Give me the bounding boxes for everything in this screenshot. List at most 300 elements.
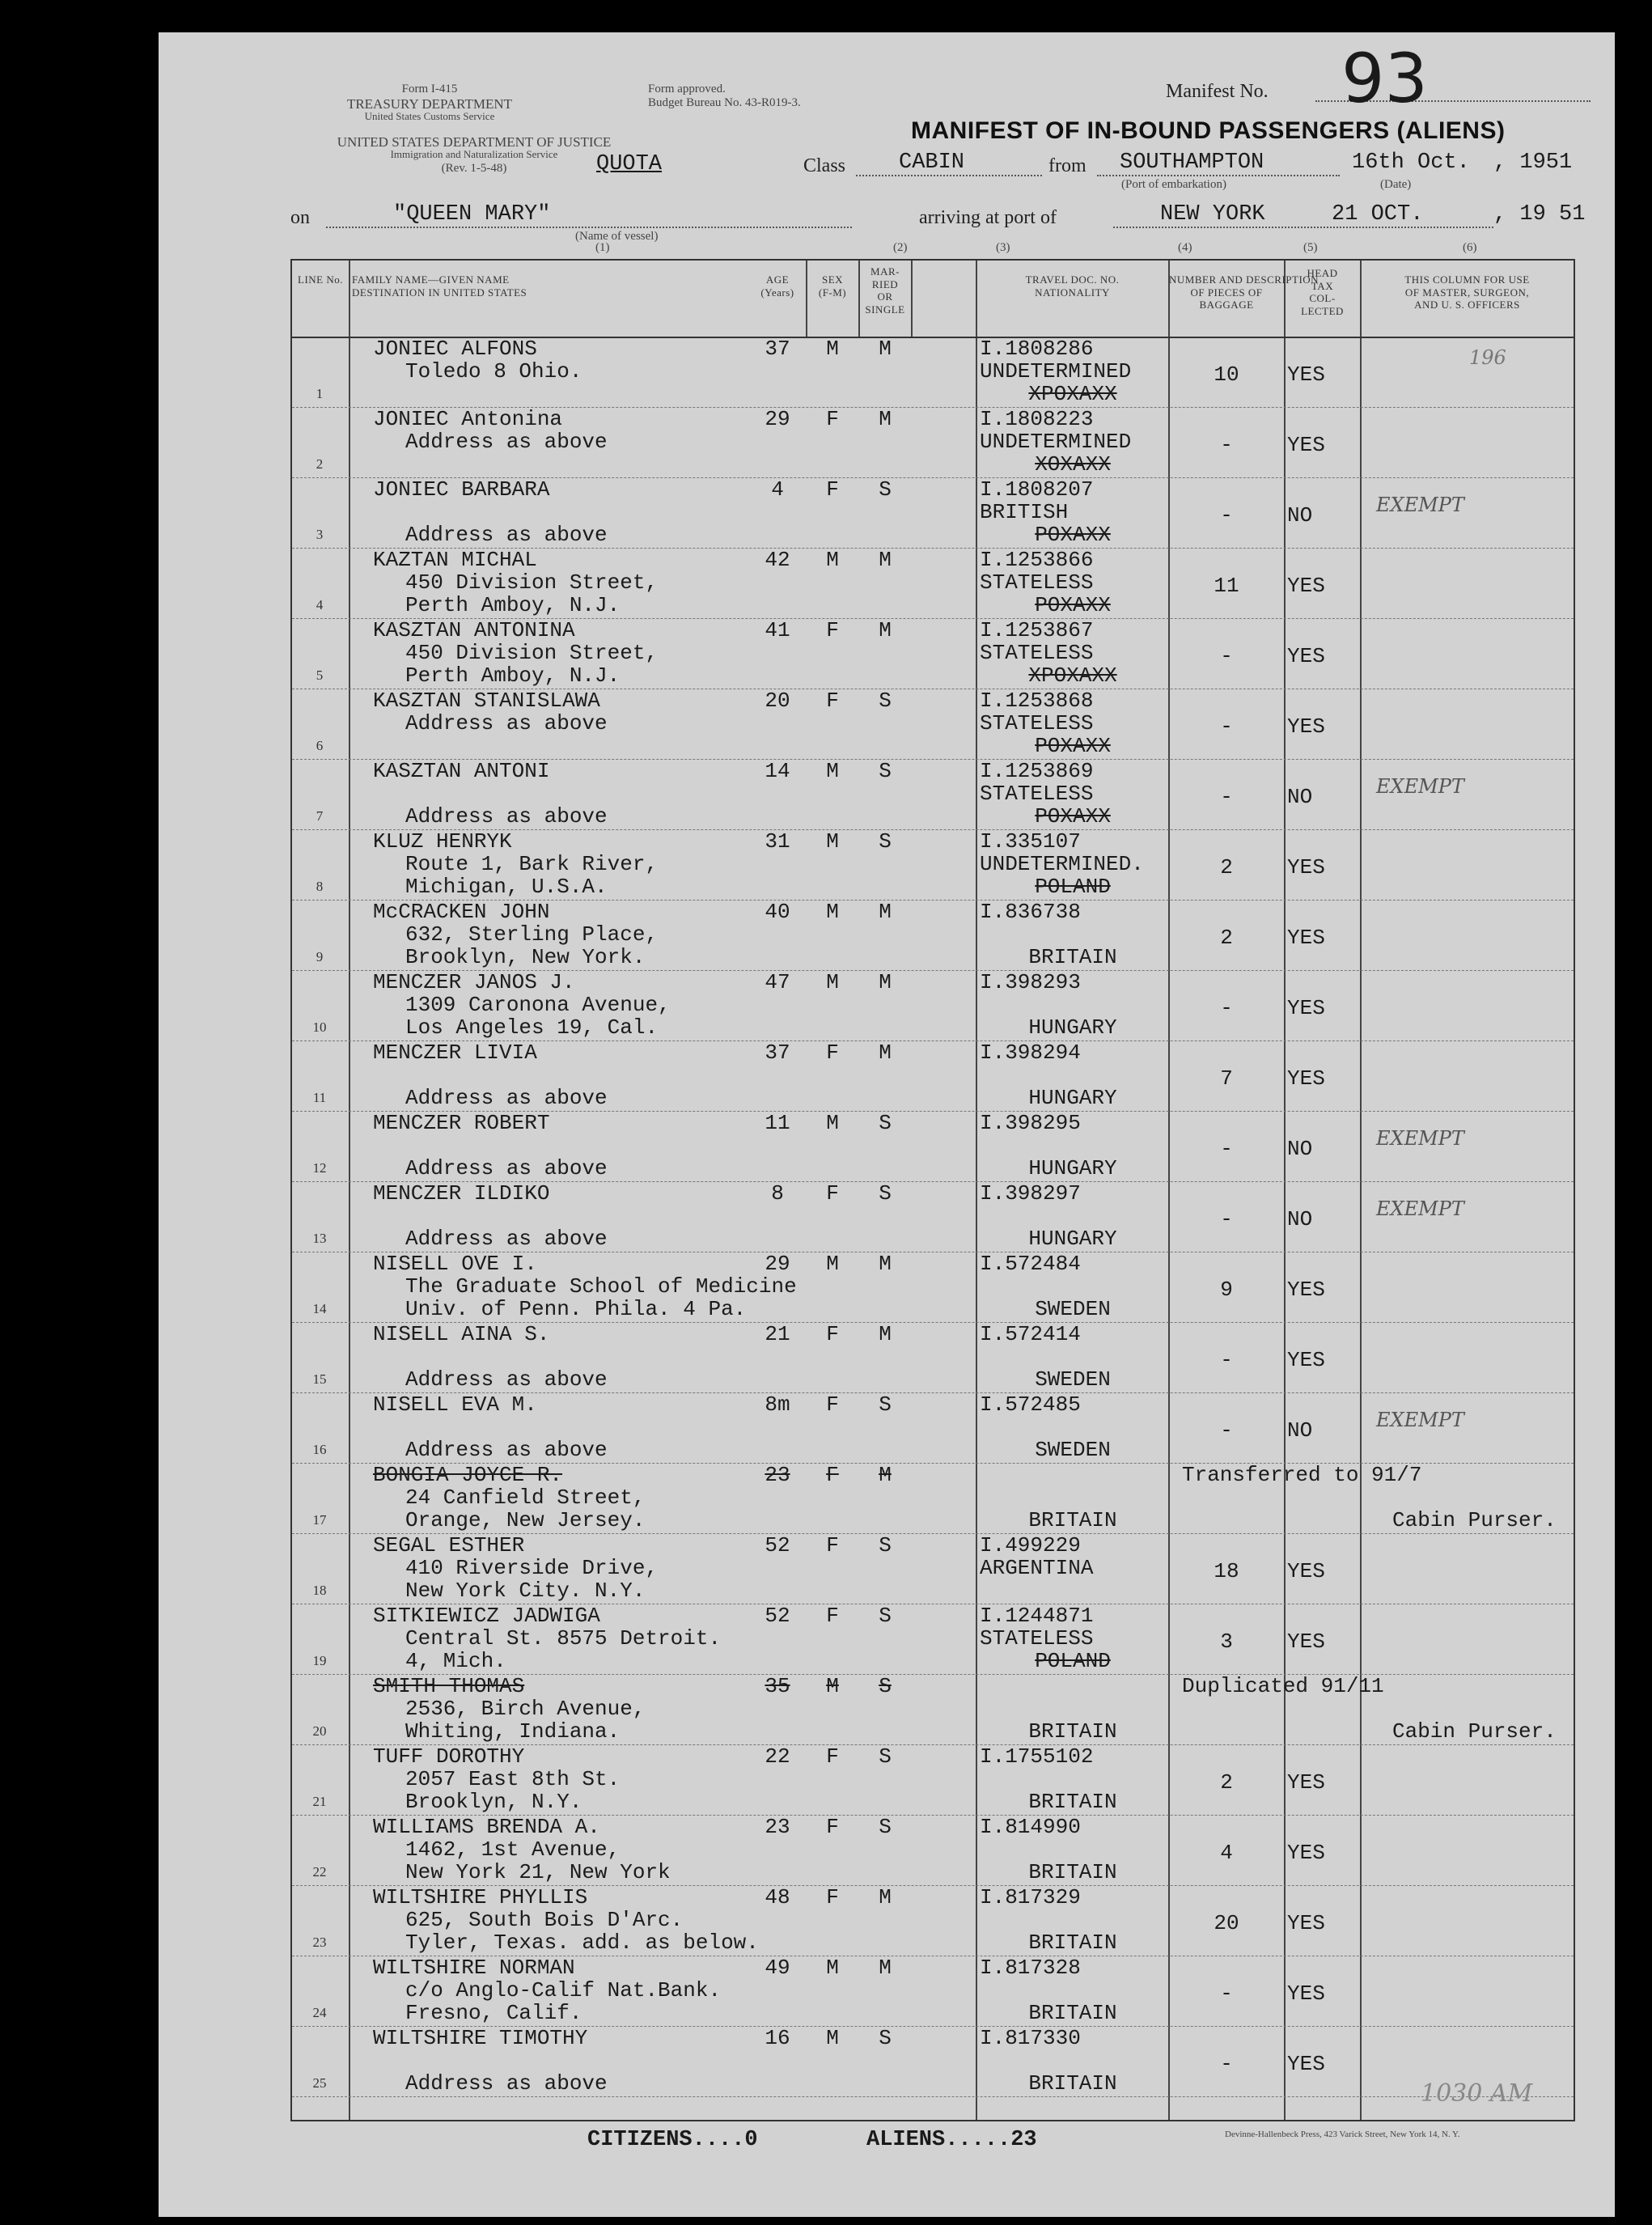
officer-note: EXEMPT	[1376, 494, 1464, 516]
travel-doc-number: I.335107	[980, 829, 1081, 854]
destination-line1: Route 1, Bark River,	[405, 852, 659, 876]
destination-line1: 1309 Caronona Avenue,	[405, 993, 671, 1017]
passenger-name: NISELL OVE I.	[373, 1252, 537, 1276]
destination-line1: Address as above	[405, 430, 608, 454]
marital-status: S	[879, 1604, 892, 1628]
destination-line2: Tyler, Texas. add. as below.	[405, 1930, 759, 1955]
col-number: (4)	[1178, 241, 1192, 254]
aliens-count: ALIENS.....23	[866, 2128, 1037, 2152]
nationality: UNDETERMINED.	[980, 852, 1144, 876]
table-row	[292, 1956, 1574, 2027]
header-line: LINE No.	[298, 273, 343, 286]
line-number: 17	[312, 1512, 327, 1528]
nationality-original: XPOXAXX	[1028, 382, 1117, 406]
passenger-name: KAZTAN MICHAL	[373, 548, 537, 572]
line-number: 21	[312, 1794, 327, 1809]
head-tax: YES	[1287, 362, 1325, 387]
table-row	[292, 477, 1574, 549]
travel-doc-number: I.817328	[980, 1956, 1081, 1980]
line-number: 23	[312, 1935, 327, 1950]
nationality: STATELESS	[980, 782, 1094, 806]
header-married: MAR- RIED OR SINGLE	[865, 265, 905, 316]
baggage-count: 20	[1214, 1911, 1239, 1935]
class-value: CABIN	[899, 150, 965, 175]
table-row	[292, 829, 1574, 901]
baggage-count: 7	[1220, 1066, 1233, 1091]
destination-line2: Univ. of Penn. Phila. 4 Pa.	[405, 1297, 747, 1321]
sex: F	[826, 1181, 839, 1206]
table-row	[292, 337, 1574, 408]
head-tax: NO	[1287, 1137, 1313, 1161]
destination-line1: 410 Riverside Drive,	[405, 1556, 659, 1580]
passenger-name: MENCZER JANOS J.	[373, 970, 575, 994]
sex: F	[826, 477, 839, 502]
marital-status: M	[879, 1463, 892, 1487]
manifest-no-label: Manifest No.	[1166, 81, 1269, 102]
sex: F	[826, 1885, 839, 1909]
head-tax: YES	[1287, 1066, 1325, 1091]
nationality-original: BRITAIN	[1028, 1508, 1117, 1532]
travel-doc-number: I.817329	[980, 1885, 1081, 1909]
baggage-count: 18	[1214, 1559, 1239, 1583]
head-tax: YES	[1287, 2052, 1325, 2076]
nationality-original: POLAND	[1035, 875, 1111, 899]
table-row	[292, 1252, 1574, 1323]
baggage-count: -	[1220, 1137, 1233, 1161]
age: 22	[765, 1744, 790, 1769]
nationality-original: BRITAIN	[1028, 1860, 1117, 1884]
punch-hole	[49, 1367, 97, 1416]
age: 42	[765, 548, 790, 572]
nationality: UNDETERMINED	[980, 359, 1132, 384]
destination-line1: 2536, Birch Avenue,	[405, 1697, 646, 1721]
sex: M	[826, 548, 839, 572]
passenger-name: WILLIAMS BRENDA A.	[373, 1815, 600, 1839]
header-officers: THIS COLUMN FOR USE OF MASTER, SURGEON, AND U. S. OFFICERS	[1404, 273, 1530, 312]
age: 8	[771, 1181, 784, 1206]
col-number: (3)	[996, 241, 1010, 254]
header-travel-doc: TRAVEL DOC. NO. NATIONALITY	[1025, 273, 1120, 299]
destination-line1: 632, Sterling Place,	[405, 922, 659, 947]
baggage-count: -	[1220, 2052, 1233, 2076]
marital-status: S	[879, 1392, 892, 1417]
sex: M	[826, 1956, 839, 1980]
passenger-name: NISELL AINA S.	[373, 1322, 550, 1346]
table-row	[292, 548, 1574, 619]
line-number: 6	[316, 738, 324, 753]
sex: M	[826, 970, 839, 994]
customs-service: United States Customs Service	[364, 110, 495, 122]
destination-line2: Perth Amboy, N.J.	[405, 593, 621, 617]
nationality-original: BRITAIN	[1028, 1930, 1117, 1955]
passenger-name: MENCZER ILDIKO	[373, 1181, 550, 1206]
age: 41	[765, 618, 790, 642]
citizens-count: CITIZENS....0	[587, 2128, 758, 2152]
passenger-name: KLUZ HENRYK	[373, 829, 512, 854]
baggage-count: -	[1220, 785, 1233, 809]
passenger-name: TUFF DOROTHY	[373, 1744, 525, 1769]
destination-line2: 4, Mich.	[405, 1649, 506, 1673]
baggage-count: 2	[1220, 926, 1233, 950]
nationality-original: HUNGARY	[1028, 1227, 1117, 1251]
destination-line2: Address as above	[405, 2071, 608, 2096]
table-row	[292, 689, 1574, 760]
destination-line2: Brooklyn, New York.	[405, 945, 646, 969]
travel-doc-number: I.836738	[980, 900, 1081, 924]
destination-line2: New York 21, New York	[405, 1860, 671, 1884]
head-tax: YES	[1287, 1630, 1325, 1654]
baggage-count: 3	[1220, 1630, 1233, 1654]
table-row	[292, 970, 1574, 1041]
destination-line1: The Graduate School of Medicine	[405, 1274, 797, 1299]
sex: F	[826, 1744, 839, 1769]
nationality-original: SWEDEN	[1035, 1367, 1111, 1392]
nationality-original: BRITAIN	[1028, 1790, 1117, 1814]
sex: F	[826, 618, 839, 642]
embark-date: 16th Oct.	[1352, 150, 1470, 175]
arriving-label: arriving at port of	[919, 207, 1057, 228]
table-row	[292, 1463, 1574, 1534]
nationality-original: POXAXX	[1035, 734, 1111, 758]
header-sex: SEX (F-M)	[818, 273, 847, 299]
age: 29	[765, 407, 790, 431]
age: 16	[765, 2026, 790, 2050]
head-tax: YES	[1287, 1559, 1325, 1583]
destination-line2: Orange, New Jersey.	[405, 1508, 646, 1532]
nationality: STATELESS	[980, 711, 1094, 735]
manifest-title: MANIFEST OF IN-BOUND PASSENGERS (ALIENS)	[911, 117, 1506, 144]
destination-line2: New York City. N.Y.	[405, 1579, 646, 1603]
nationality-original: POXAXX	[1035, 804, 1111, 829]
sex: M	[826, 2026, 839, 2050]
pencil-note: 196	[1469, 346, 1506, 369]
destination-line2: Los Angeles 19, Cal.	[405, 1015, 659, 1040]
head-tax: NO	[1287, 1418, 1313, 1443]
nationality-original: BRITAIN	[1028, 945, 1117, 969]
nationality-original: POXAXX	[1035, 523, 1111, 547]
age: 23	[765, 1815, 790, 1839]
age: 4	[771, 477, 784, 502]
manifest-page	[159, 32, 1615, 2217]
marital-status: M	[879, 548, 892, 572]
baggage-count: -	[1220, 1348, 1233, 1372]
travel-doc-number: I.1808223	[980, 407, 1094, 431]
line-number: 16	[312, 1442, 327, 1457]
line-number: 24	[312, 2005, 327, 2020]
header-head-tax: HEAD TAX COL- LECTED	[1301, 267, 1344, 317]
travel-doc-number: I.1808286	[980, 337, 1094, 361]
baggage-count: 11	[1214, 574, 1239, 598]
marital-status: S	[879, 477, 892, 502]
marital-status: S	[879, 689, 892, 713]
marital-status: S	[879, 1533, 892, 1558]
sex: M	[826, 1674, 839, 1698]
baggage-count: 4	[1220, 1841, 1233, 1865]
marital-status: S	[879, 2026, 892, 2050]
line-number: 12	[312, 1160, 327, 1176]
line-number: 11	[312, 1090, 327, 1105]
baggage-count: -	[1220, 1981, 1233, 2006]
passenger-table	[290, 259, 1575, 2121]
class-label: Class	[803, 155, 846, 176]
destination-line1: 625, South Bois D'Arc.	[405, 1908, 684, 1932]
destination-line2: Fresno, Calif.	[405, 2001, 582, 2025]
destination-line2: Address as above	[405, 1367, 608, 1392]
travel-doc-number: I.572484	[980, 1252, 1081, 1276]
head-tax: YES	[1287, 855, 1325, 879]
age: 23	[765, 1463, 790, 1487]
age: 20	[765, 689, 790, 713]
age: 47	[765, 970, 790, 994]
age: 40	[765, 900, 790, 924]
nationality: BRITISH	[980, 500, 1069, 524]
travel-doc-number: I.572485	[980, 1392, 1081, 1417]
age: 52	[765, 1604, 790, 1628]
marital-status: M	[879, 407, 892, 431]
baggage-count: -	[1220, 433, 1233, 457]
baggage-count: -	[1220, 503, 1233, 528]
line-number: 5	[316, 668, 324, 683]
nationality-original: HUNGARY	[1028, 1086, 1117, 1110]
marital-status: M	[879, 1885, 892, 1909]
table-row	[292, 1885, 1574, 1956]
arrival-year: , 19 51	[1493, 202, 1586, 227]
age: 8m	[765, 1392, 790, 1417]
line-number: 10	[312, 1019, 327, 1035]
punch-hole	[49, 348, 97, 396]
travel-doc-number: I.398293	[980, 970, 1081, 994]
destination-line1: 2057 East 8th St.	[405, 1767, 621, 1791]
officer-note: EXEMPT	[1376, 775, 1464, 798]
table-row	[292, 1744, 1574, 1816]
nationality: UNDETERMINED	[980, 430, 1132, 454]
table-row	[292, 1674, 1574, 1745]
punch-hole	[49, 1092, 97, 1141]
table-row	[292, 618, 1574, 689]
marital-status: M	[879, 337, 892, 361]
passenger-name: WILTSHIRE TIMOTHY	[373, 2026, 588, 2050]
purser-note: Cabin Purser.	[1392, 1508, 1557, 1532]
strike-note: Transferred to 91/7	[1182, 1463, 1422, 1487]
officer-note: EXEMPT	[1376, 1127, 1464, 1150]
line-number: 20	[312, 1723, 327, 1739]
table-row	[292, 1040, 1574, 1112]
sex: F	[826, 407, 839, 431]
sex: F	[826, 1815, 839, 1839]
table-row	[292, 1322, 1574, 1393]
printer-imprint: Devinne-Hallenbeck Press, 423 Varick Street, New York 14, N. Y.	[1225, 2130, 1460, 2139]
age: 31	[765, 829, 790, 854]
destination-line2: Address as above	[405, 804, 608, 829]
destination-line1: Toledo 8 Ohio.	[405, 359, 582, 384]
passenger-name: WILTSHIRE PHYLLIS	[373, 1885, 588, 1909]
nationality-original: XPOXAXX	[1028, 663, 1117, 688]
travel-doc-number: I.1253868	[980, 689, 1094, 713]
col-number: (2)	[893, 241, 908, 254]
marital-status: M	[879, 618, 892, 642]
table-header	[292, 261, 1574, 338]
nationality: STATELESS	[980, 570, 1094, 595]
head-tax: YES	[1287, 1981, 1325, 2006]
line-number: 7	[316, 808, 324, 824]
marital-status: S	[879, 759, 892, 783]
nationality-original: BRITAIN	[1028, 2071, 1117, 2096]
destination-line1: 1462, 1st Avenue,	[405, 1837, 621, 1862]
travel-doc-number: I.817330	[980, 2026, 1081, 2050]
table-row	[292, 900, 1574, 971]
treasury-dept: TREASURY DEPARTMENT	[346, 96, 513, 112]
table-row	[292, 407, 1574, 478]
from-label: from	[1048, 155, 1087, 176]
travel-doc-number: I.1253869	[980, 759, 1094, 783]
port-caption: (Port of embarkation)	[1121, 178, 1226, 191]
sex: F	[826, 1392, 839, 1417]
travel-doc-number: I.1755102	[980, 1744, 1094, 1769]
head-tax: NO	[1287, 1207, 1313, 1231]
nationality-original: SWEDEN	[1035, 1438, 1111, 1462]
line-number: 8	[316, 879, 324, 894]
col-number: (1)	[595, 241, 610, 254]
age: 14	[765, 759, 790, 783]
sex: F	[826, 1604, 839, 1628]
vessel-caption: (Name of vessel)	[575, 230, 659, 243]
destination-line2: Michigan, U.S.A.	[405, 875, 608, 899]
sex: M	[826, 829, 839, 854]
nationality-original: POXAXX	[1035, 593, 1111, 617]
head-tax: NO	[1287, 503, 1313, 528]
manifest-number: 93	[1341, 39, 1428, 118]
nationality: ARGENTINA	[980, 1556, 1094, 1580]
head-tax: YES	[1287, 644, 1325, 668]
destination-line1: 24 Canfield Street,	[405, 1485, 646, 1510]
time-note: 1030 AM	[1421, 2079, 1533, 2108]
destination-line2: Whiting, Indiana.	[405, 1719, 621, 1744]
head-tax: YES	[1287, 1278, 1325, 1302]
quota-stamp: QUOTA	[596, 152, 663, 176]
punch-hole	[49, 1570, 97, 1618]
sex: F	[826, 1463, 839, 1487]
head-tax: YES	[1287, 433, 1325, 457]
table-row	[292, 2026, 1574, 2097]
form-number: Form I-415	[401, 83, 458, 95]
travel-doc-number: I.398297	[980, 1181, 1081, 1206]
destination-line2: Address as above	[405, 523, 608, 547]
marital-status: M	[879, 1322, 892, 1346]
line-number: 14	[312, 1301, 327, 1316]
baggage-count: 9	[1220, 1278, 1233, 1302]
age: 48	[765, 1885, 790, 1909]
line-number: 3	[316, 527, 324, 542]
marital-status: S	[879, 829, 892, 854]
destination-line2: Address as above	[405, 1227, 608, 1251]
passenger-name: SEGAL ESTHER	[373, 1533, 525, 1558]
line-number: 15	[312, 1371, 327, 1387]
nationality-original: POLAND	[1035, 1649, 1111, 1673]
travel-doc-number: I.1808207	[980, 477, 1094, 502]
destination-line1: Central St. 8575 Detroit.	[405, 1626, 722, 1651]
passenger-name: NISELL EVA M.	[373, 1392, 537, 1417]
destination-line1: c/o Anglo-Calif Nat.Bank.	[405, 1978, 722, 2002]
marital-status: S	[879, 1744, 892, 1769]
budget-bureau: Budget Bureau No. 43-R019-3.	[648, 96, 801, 109]
table-row	[292, 1604, 1574, 1675]
sex: F	[826, 1322, 839, 1346]
age: 37	[765, 1040, 790, 1065]
marital-status: M	[879, 1040, 892, 1065]
line-number: 22	[312, 1864, 327, 1880]
marital-status: S	[879, 1181, 892, 1206]
head-tax: YES	[1287, 1841, 1325, 1865]
marital-status: M	[879, 1252, 892, 1276]
on-label: on	[290, 207, 310, 228]
table-row	[292, 1392, 1574, 1464]
baggage-count: -	[1220, 996, 1233, 1020]
travel-doc-number: I.398295	[980, 1111, 1081, 1135]
date-caption: (Date)	[1380, 178, 1412, 191]
ins-title: Immigration and Naturalization Service	[390, 148, 558, 160]
passenger-name: KASZTAN ANTONI	[373, 759, 550, 783]
passenger-name: KASZTAN STANISLAWA	[373, 689, 600, 713]
form-approved: Form approved.	[648, 83, 726, 95]
embark-year: , 1951	[1493, 150, 1573, 175]
passenger-name: BONGIA JOYCE R.	[373, 1463, 563, 1487]
purser-note: Cabin Purser.	[1392, 1719, 1557, 1744]
punch-hole	[49, 93, 97, 142]
sex: F	[826, 1040, 839, 1065]
baggage-count: -	[1220, 1207, 1233, 1231]
destination-line2: Address as above	[405, 1156, 608, 1180]
nationality-original: XOXAXX	[1035, 452, 1111, 477]
travel-doc-number: I.1244871	[980, 1604, 1094, 1628]
head-tax: NO	[1287, 785, 1313, 809]
destination-line2: Brooklyn, N.Y.	[405, 1790, 582, 1814]
header-baggage: NUMBER AND DESCRIPTION OF PIECES OF BAGGAGE	[1169, 273, 1319, 312]
baggage-count: -	[1220, 714, 1233, 739]
col-number: (6)	[1463, 241, 1477, 254]
destination-line2: Perth Amboy, N.J.	[405, 663, 621, 688]
destination-line1: Address as above	[405, 711, 608, 735]
doj-title: UNITED STATES DEPARTMENT OF JUSTICE	[337, 134, 612, 150]
baggage-count: 10	[1214, 362, 1239, 387]
marital-status: S	[879, 1815, 892, 1839]
table-row	[292, 1111, 1574, 1182]
passenger-name: WILTSHIRE NORMAN	[373, 1956, 575, 1980]
head-tax: YES	[1287, 996, 1325, 1020]
officer-note: EXEMPT	[1376, 1197, 1464, 1220]
head-tax: YES	[1287, 714, 1325, 739]
sex: F	[826, 1533, 839, 1558]
line-number: 18	[312, 1583, 327, 1598]
travel-doc-number: I.814990	[980, 1815, 1081, 1839]
arrival-port: NEW YORK	[1160, 202, 1265, 227]
col-number: (5)	[1303, 241, 1318, 254]
arrival-date: 21 OCT.	[1332, 202, 1424, 227]
passenger-name: JONIEC BARBARA	[373, 477, 550, 502]
head-tax: YES	[1287, 1770, 1325, 1795]
table-row	[292, 1533, 1574, 1604]
head-tax: YES	[1287, 1348, 1325, 1372]
baggage-count: -	[1220, 644, 1233, 668]
age: 21	[765, 1322, 790, 1346]
age: 52	[765, 1533, 790, 1558]
marital-status: S	[879, 1674, 892, 1698]
line-number: 25	[312, 2075, 327, 2091]
nationality: STATELESS	[980, 1626, 1094, 1651]
nationality-original: HUNGARY	[1028, 1015, 1117, 1040]
table-row	[292, 1815, 1574, 1886]
marital-status: M	[879, 970, 892, 994]
header-age: AGE (Years)	[760, 273, 794, 299]
